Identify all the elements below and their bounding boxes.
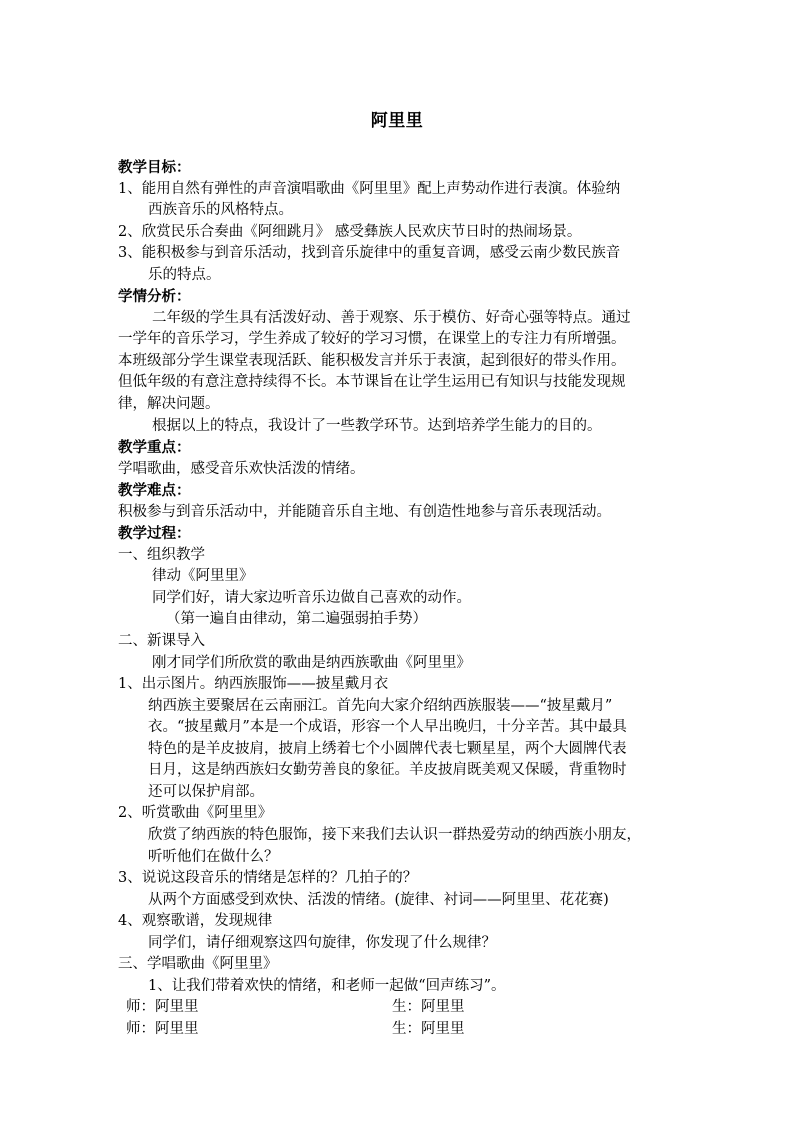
text-line: 但低年级的有意注意持续得不长。本节课旨在让学生运用已有知识与技能发现规 [118,374,626,391]
text-line: 从两个方面感受到欢快、活泼的情绪。(旋律、衬词——阿里里、花花赛) [148,891,609,908]
text-line: 二、新课导入 [118,633,205,650]
section-heading: 教学重点： [118,439,191,457]
section-heading: 教学难点： [118,482,191,500]
text-line: 积极参与到音乐活动中，并能随音乐自主地、有创造性地参与音乐表现活动。 [118,503,611,520]
text-line: 2、听赏歌曲《阿里里》 [118,805,273,822]
document-body [118,157,678,1040]
text-line: 律，解决问题。 [118,396,220,413]
text-line: 2、欣赏民乐合奏曲《阿细跳月》 感受彝族人民欢庆节日时的热闹场景。 [118,223,582,240]
section-heading: 教学目标： [118,159,191,176]
text-line: 纳西族主要聚居在云南丽江。首先向大家介绍纳西族服装——“披星戴月” [148,697,613,714]
text-line: 衣。“披星戴月”本是一个成语，形容一个人早出晚归，十分辛苦。其中最具 [148,719,627,736]
text-line: 同学们，请仔细观察这四句旋律，你发现了什么规律？ [148,934,496,951]
echo-dialogue [118,997,678,1040]
document-title: 阿里里 [370,111,424,131]
section-heading: 教学过程： [118,525,191,543]
student-line: 生：阿里里 [392,999,465,1016]
text-line: 同学们好，请大家边听音乐边做自己喜欢的动作。 [152,589,471,606]
student-line: 生：阿里里 [392,1020,465,1037]
text-line: 4、观察歌谱，发现规律 [118,913,273,930]
text-line: 还可以保护肩部。 [148,783,264,800]
teacher-line: 师：阿里里 [126,999,199,1016]
text-line: 二年级的学生具有活泼好动、善于观察、乐于模仿、好奇心强等特点。通过 [152,309,631,326]
text-line: 一学年的音乐学习，学生养成了较好的学习习惯，在课堂上的专注力有所增强。 [118,331,626,348]
text-line: 乐的特点。 [148,266,221,283]
text-line: 听听他们在做什么？ [148,848,279,865]
text-line: 本班级部分学生课堂表现活跃、能积极发言并乐于表演，起到很好的带头作用。 [118,352,626,369]
text-line: 1、让我们带着欢快的情绪，和老师一起做“回声练习”。 [148,977,506,994]
paragraph-lines [118,157,678,997]
text-line: 西族音乐的风格特点。 [148,202,293,219]
text-line: 三、学唱歌曲《阿里里》 [118,956,278,973]
text-line: 律动《阿里里》 [152,568,254,585]
text-line: 3、说说这段音乐的情绪是怎样的？几拍子的？ [118,870,418,887]
text-line: 1、能用自然有弹性的声音演唱歌曲《阿里里》配上声势动作进行表演。体验纳 [118,180,621,197]
text-line: 特色的是羊皮披肩，披肩上绣着七个小圆牌代表七颗星星，两个大圆牌代表 [148,740,627,757]
section-heading: 学情分析： [118,288,191,306]
text-line: 刚才同学们所欣赏的歌曲是纳西族歌曲《阿里里》 [152,654,471,671]
dialogue-row [118,997,678,1019]
text-line: 3、能积极参与到音乐活动，找到音乐旋律中的重复音调，感受云南少数民族音 [118,245,621,262]
dialogue-row [118,1019,678,1041]
text-line: 1、出示图片。纳西族服饰——披星戴月衣 [118,676,389,693]
text-line: 学唱歌曲，感受音乐欢快活泼的情绪。 [118,460,365,477]
text-line: 一、组织教学 [118,546,205,563]
teacher-line: 师：阿里里 [126,1020,199,1037]
text-line: 欣赏了纳西族的特色服饰，接下来我们去认识一群热爱劳动的纳西族小朋友， [148,826,641,843]
text-line: 根据以上的特点，我设计了一些教学环节。达到培养学生能力的目的。 [152,417,602,434]
text-line: 日月，这是纳西族妇女勤劳善良的象征。羊皮披肩既美观又保暖，背重物时 [148,762,627,779]
text-line: （第一遍自由律动，第二遍强弱拍手势） [166,611,427,628]
